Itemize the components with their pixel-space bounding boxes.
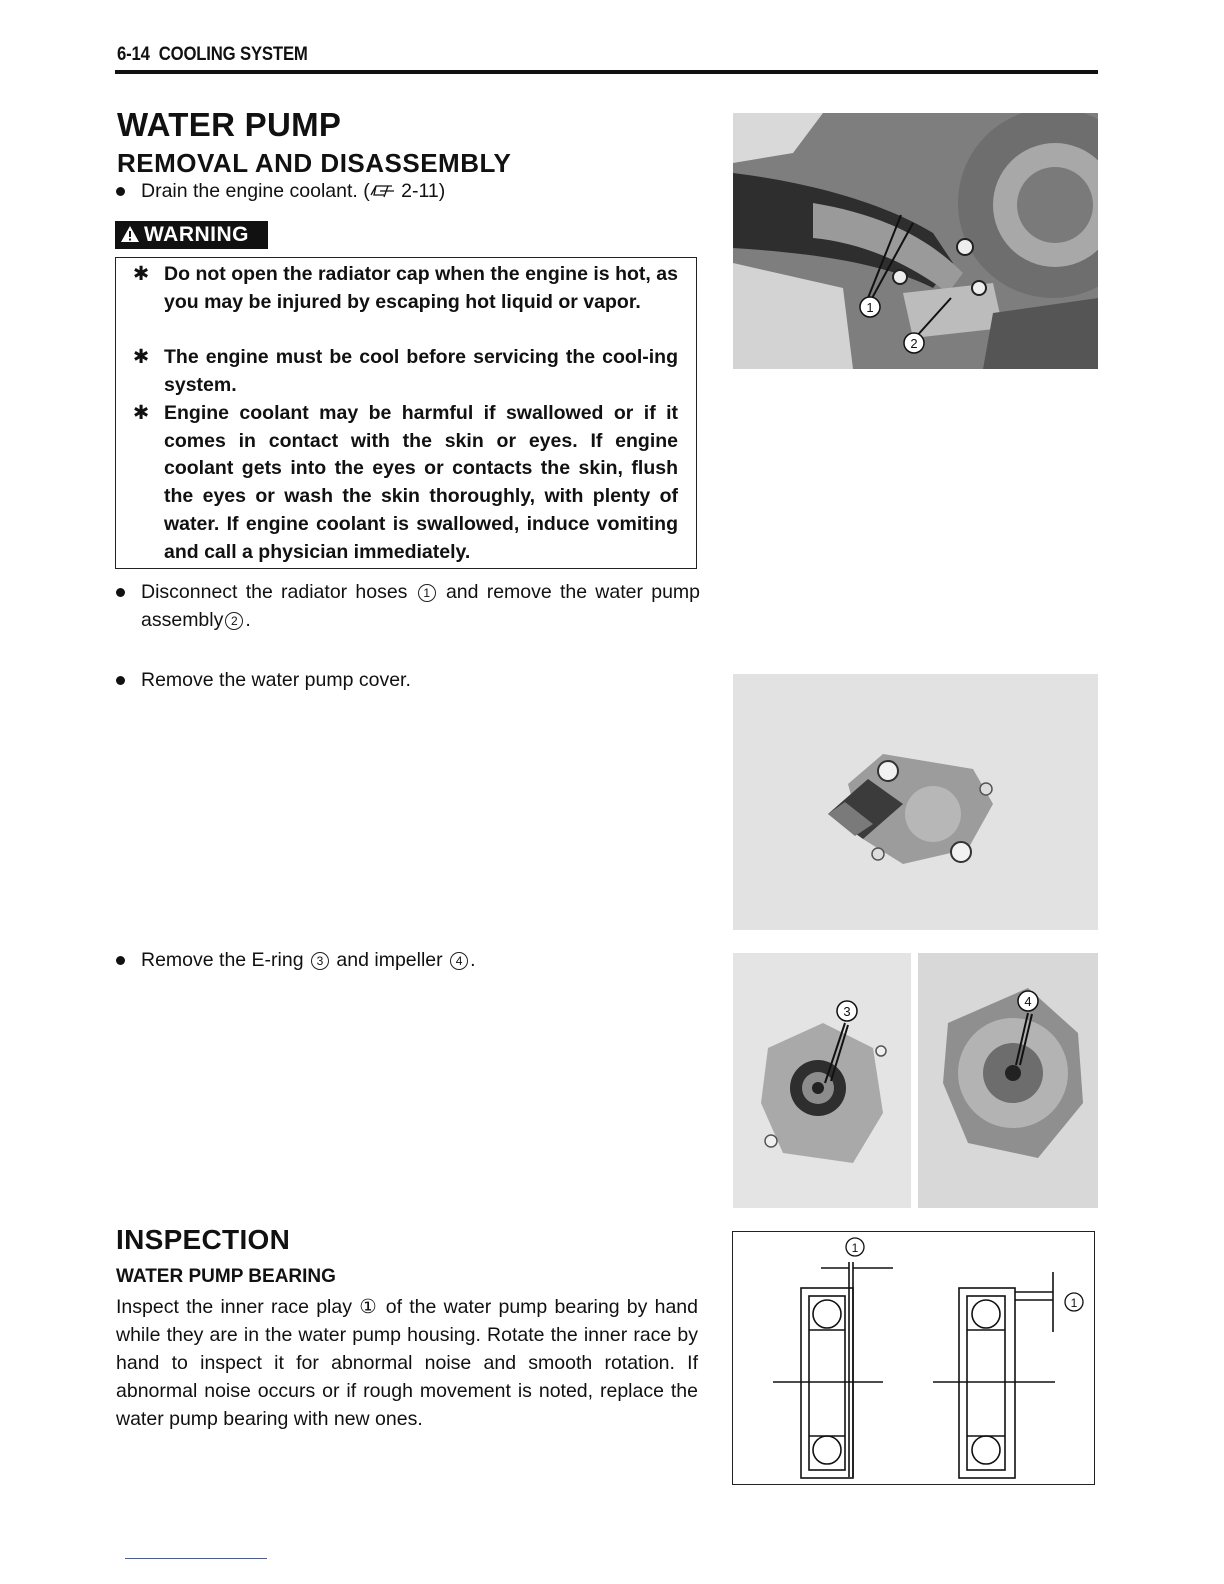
bullet-dot — [116, 187, 125, 196]
photo-pump-cover — [733, 674, 1098, 930]
page-header — [117, 44, 308, 66]
step-ering-text-b: and impeller — [336, 949, 443, 971]
svg-text:2: 2 — [910, 336, 918, 351]
svg-text:1: 1 — [1070, 1296, 1078, 1310]
page-number: 6-14 — [117, 44, 150, 65]
step-drain-ref: 2-11 — [401, 180, 439, 202]
warning-item: ✱ Engine coolant may be harmful if swallowed or if it comes in contact with the skin or eyes. If engine coolant gets into the eyes or contacts the skin, flush the eyes or wash the skin thoroughly, with plenty of water. If engine coolant is swallowed, induce vomiting and call a physician immediately. — [133, 400, 678, 566]
bullet-dot — [116, 676, 125, 685]
warning-badge — [115, 221, 268, 249]
svg-text:1: 1 — [866, 300, 874, 315]
warning-text: Engine coolant may be harmful if swallowed or if it comes in contact with the skin or eyes. If engine coolant gets into the eyes or contacts the skin, flush the eyes or wash the skin thoroughly, with plenty of water. If engine coolant is swallowed, induce vomiting and call a physician immediately. — [164, 402, 678, 563]
callout-3: 3 — [311, 952, 329, 970]
step-hoses-text-b: and remove the water pump assembly — [141, 581, 701, 631]
warning-label: WARNING — [144, 223, 249, 246]
step-hoses-text-a: Disconnect the radiator hoses — [141, 581, 408, 603]
section-title: COOLING SYSTEM — [158, 44, 308, 65]
header-rule — [115, 70, 1098, 74]
photo-ering — [733, 953, 911, 1208]
step-cover-text: Remove the water pump cover. — [141, 669, 411, 691]
footer-rule — [125, 1558, 267, 1559]
callout-1: 1 — [418, 584, 436, 602]
page-title: WATER PUMP — [117, 106, 342, 143]
photo-engine-hoses — [733, 113, 1098, 369]
bullet-dot — [116, 956, 125, 965]
callout-4: 4 — [450, 952, 468, 970]
bullet-dot — [116, 588, 125, 597]
warning-text: The engine must be cool before servicing the cool-ing system. — [164, 346, 678, 396]
inspection-subheading: WATER PUMP BEARING — [116, 1266, 336, 1287]
step-drain-text: Drain the engine coolant. — [141, 180, 358, 202]
svg-text:4: 4 — [1024, 994, 1032, 1009]
warning-item: ✱ The engine must be cool before servicing the cool-ing system. — [133, 344, 678, 399]
removal-heading: REMOVAL AND DISASSEMBLY — [117, 148, 512, 178]
step-hoses: Disconnect the radiator hoses 1 and remove the water pump assembly 2 . — [116, 578, 700, 634]
reference-pointer-icon — [370, 183, 396, 199]
svg-text:3: 3 — [843, 1004, 851, 1019]
warning-triangle-icon — [120, 221, 140, 249]
bearing-play-diagram — [732, 1231, 1095, 1485]
svg-text:1: 1 — [851, 1241, 859, 1255]
inspection-body: Inspect the inner race play ① of the water pump bearing by hand while they are in the water pump housing. Rotate the inner race by hand to inspect it for abnormal noise and smooth rotation. If abnormal noise occurs or if rough movement is noted, replace the water pump bearing with new ones. — [116, 1296, 698, 1430]
callout-2: 2 — [225, 612, 243, 630]
inspection-heading: INSPECTION — [116, 1224, 291, 1255]
step-ering-text-a: Remove the E-ring — [141, 949, 304, 971]
warning-box — [115, 257, 697, 569]
warning-item: ✱ Do not open the radiator cap when the engine is hot, as you may be injured by escaping hot liquid or vapor. — [133, 261, 678, 316]
warning-text: Do not open the radiator cap when the engine is hot, as you may be injured by escaping hot liquid or vapor. — [164, 263, 678, 313]
photo-impeller — [918, 953, 1098, 1208]
